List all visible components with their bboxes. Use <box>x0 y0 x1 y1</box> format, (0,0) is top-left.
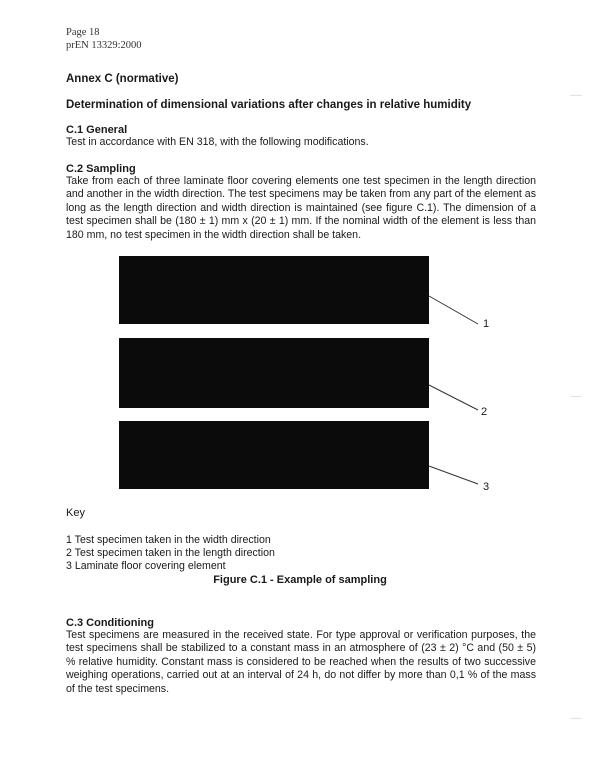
key-item: 2 Test specimen taken in the length direction <box>66 546 275 559</box>
annex-title: Annex C (normative) <box>66 73 179 85</box>
section-c3 <box>66 617 536 696</box>
scan-margin-mark <box>570 95 582 96</box>
section-c2-text: Take from each of three laminate floor covering elements one test specimen in the length direction and another in the width direction. The test specimens may be taken from any part of the element as long as the length direction and width direction is maintained (see figure C.1). The dimension of a test specimen shall be (180 ± 1) mm x (20 ± 1) mm. If the nominal width of the element is less than 180 mm, no test specimen in the width direction shall be taken. <box>66 175 536 241</box>
leader-line-1 <box>429 296 478 324</box>
leader-line-2 <box>429 385 478 410</box>
section-c1-text: Test in accordance with EN 318, with the following modifications. <box>66 136 369 148</box>
key-list <box>66 534 275 572</box>
key-item: 1 Test specimen taken in the width direction <box>66 534 271 546</box>
callout-2: 2 <box>481 406 488 418</box>
section-c2-heading: C.2 Sampling <box>66 163 136 175</box>
figure-caption: Figure C.1 - Example of sampling <box>213 574 387 586</box>
standard-id: prEN 13329:2000 <box>66 40 142 51</box>
section-c1-heading: C.1 General <box>66 124 128 136</box>
scan-margin-mark <box>570 396 582 397</box>
key-item: 3 Laminate floor covering element <box>66 559 226 572</box>
leader-line-3 <box>429 466 478 484</box>
key-label: Key <box>66 507 85 519</box>
section-c3-heading: C.3 Conditioning <box>66 617 154 629</box>
document-title: Determination of dimensional variations after changes in relative humidity <box>66 99 472 111</box>
section-c3-text: Test specimens are measured in the received state. For type approval or verification purposes, the test specimens shall be stabilized to a constant mass in an atmosphere of (23 ± 2) °C and (50 ± 5) % relative humidity. Constant mass is considered to be reached when the results of two successive weighing operations, carried out at an interval of 24 h, do not differ by more than 0,1 % of the mass of the test specimens. <box>66 629 536 695</box>
scan-margin-mark <box>570 718 582 719</box>
page-number: Page 18 <box>66 27 100 38</box>
callout-1: 1 <box>483 318 490 330</box>
callout-3: 3 <box>483 481 490 493</box>
